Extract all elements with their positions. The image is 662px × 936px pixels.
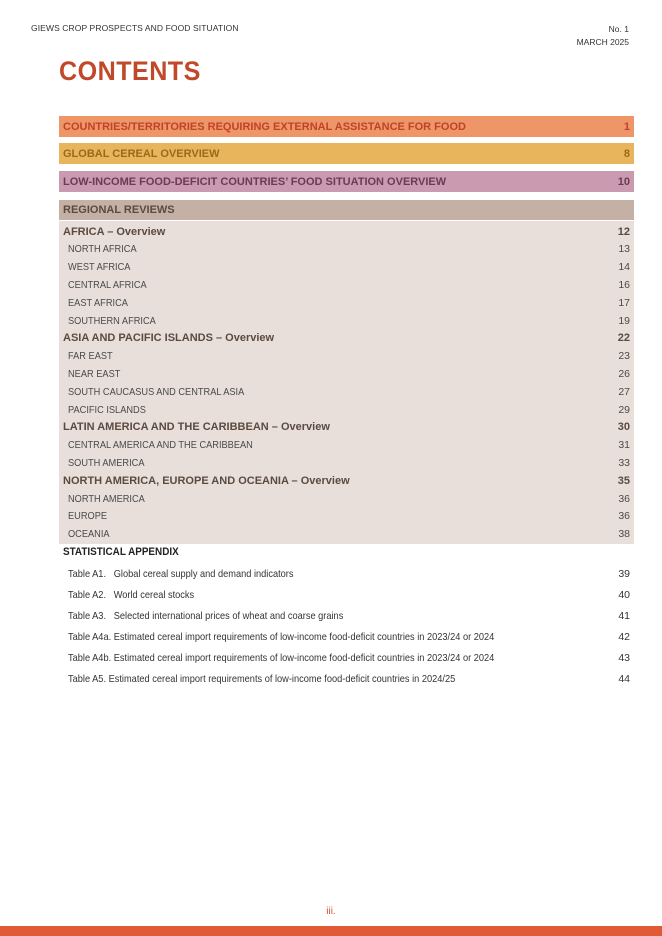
toc-entry-label: SOUTHERN AFRICA: [68, 314, 156, 327]
toc-entry-label: Table A4b. Estimated cereal import requirements of low-income food-deficit countries in 2023/24 or 2024: [68, 652, 495, 664]
toc-entry-page: 1: [623, 120, 630, 133]
toc-entry-label: NORTH AMERICA: [68, 492, 145, 505]
toc-entry-page: 19: [618, 314, 630, 327]
issue-number: No. 1: [608, 24, 629, 34]
toc-entry-label: Table A3. Selected international prices of wheat and coarse grains: [68, 610, 344, 622]
toc-entry-label: PACIFIC ISLANDS: [68, 403, 146, 416]
toc-entry-page: 14: [618, 261, 630, 274]
toc-entry-label: EUROPE: [68, 510, 108, 523]
toc-subregion[interactable]: [59, 383, 634, 400]
toc-entry-page: 10: [617, 175, 630, 188]
statistical-appendix-heading: STATISTICAL APPENDIX: [63, 546, 179, 558]
toc-entry-label: NEAR EAST: [68, 367, 121, 380]
toc-entry-label: FAR EAST: [68, 350, 113, 363]
publication-title: GIEWS CROP PROSPECTS AND FOOD SITUATION: [31, 23, 239, 33]
toc-region-overview[interactable]: [59, 223, 634, 240]
page-number: iii.: [326, 906, 336, 917]
toc-entry-label: Table A1. Global cereal supply and demand indicators: [68, 568, 294, 580]
toc-entry-page: 22: [617, 332, 630, 345]
toc-subregion[interactable]: [59, 241, 634, 258]
toc-entry-page: 35: [617, 474, 630, 487]
toc-subregion[interactable]: [59, 401, 634, 418]
toc-appendix-table[interactable]: [68, 650, 630, 666]
toc-subregion[interactable]: [59, 454, 634, 471]
toc-entry-page: 38: [618, 528, 630, 541]
toc-entry-page: 36: [618, 510, 630, 523]
toc-entry-page: 12: [617, 225, 630, 238]
toc-entry-label: OCEANIA: [68, 528, 110, 541]
toc-entry-page: 39: [618, 568, 630, 580]
toc-appendix-table[interactable]: [68, 671, 630, 687]
toc-entry-label: Table A5. Estimated cereal import requirements of low-income food-deficit countries in 2024/25: [68, 673, 456, 685]
toc-appendix-table[interactable]: [68, 629, 630, 645]
toc-appendix-table[interactable]: [68, 587, 630, 603]
toc-entry-label: WEST AFRICA: [68, 261, 131, 274]
toc-subregion[interactable]: [59, 294, 634, 311]
toc-subregion[interactable]: [59, 276, 634, 293]
toc-entry-page: 13: [618, 243, 630, 256]
toc-entry-global-cereal[interactable]: [59, 143, 634, 164]
toc-entry-page: 31: [618, 439, 630, 452]
toc-entry-page: 33: [618, 456, 630, 469]
toc-entry-label: COUNTRIES/TERRITORIES REQUIRING EXTERNAL ASSISTANCE FOR FOOD: [63, 120, 466, 133]
toc-entry-page: 16: [618, 278, 630, 291]
toc-entry-page: 17: [618, 296, 630, 309]
toc-subregion[interactable]: [59, 259, 634, 276]
toc-entry-label: GLOBAL CEREAL OVERVIEW: [63, 147, 220, 160]
toc-subregion[interactable]: [59, 526, 634, 543]
toc-entry-label: LOW-INCOME FOOD-DEFICIT COUNTRIES’ FOOD SITUATION OVERVIEW: [63, 175, 447, 188]
toc-entry-page: 43: [618, 652, 630, 664]
issue-date: MARCH 2025: [576, 37, 629, 47]
toc-entry-label: NORTH AFRICA: [68, 243, 137, 256]
toc-entry-page: 42: [618, 631, 630, 643]
toc-region-overview[interactable]: [59, 472, 634, 489]
footer-bar: [0, 926, 662, 936]
toc-entry-page: 41: [618, 610, 630, 622]
toc-entry-page: 8: [623, 147, 630, 160]
toc-subregion[interactable]: [59, 437, 634, 454]
toc-entry-page: 29: [618, 403, 630, 416]
toc-appendix-table[interactable]: [68, 608, 630, 624]
toc-entry-label: Table A4a. Estimated cereal import requirements of low-income food-deficit countries in 2023/24 or 2024: [68, 631, 495, 643]
toc-entry-lifdc[interactable]: [59, 171, 634, 192]
toc-entry-label: CENTRAL AMERICA AND THE CARIBBEAN: [68, 439, 253, 452]
page-title: CONTENTS: [59, 56, 201, 86]
regional-reviews-heading: REGIONAL REVIEWS: [59, 200, 634, 220]
toc-entry-page: 30: [617, 421, 630, 434]
toc-region-overview[interactable]: [59, 419, 634, 436]
toc-entry-label: Table A2. World cereal stocks: [68, 589, 195, 601]
toc-entry-label: ASIA AND PACIFIC ISLANDS – Overview: [63, 332, 275, 345]
toc-subregion[interactable]: [59, 312, 634, 329]
toc-entry-countries-assistance[interactable]: [59, 116, 634, 137]
issue-info: [577, 23, 629, 49]
toc-entry-label: LATIN AMERICA AND THE CARIBBEAN – Overview: [63, 421, 330, 434]
toc-entry-page: 40: [618, 589, 630, 601]
toc-subregion[interactable]: [59, 365, 634, 382]
toc-entry-page: 23: [618, 350, 630, 363]
toc-entry-label: CENTRAL AFRICA: [68, 278, 147, 291]
toc-region-overview[interactable]: [59, 330, 634, 347]
toc-entry-page: 36: [618, 492, 630, 505]
toc-subregion[interactable]: [59, 490, 634, 507]
toc-entry-page: 44: [618, 673, 630, 685]
toc-entry-page: 27: [618, 385, 630, 398]
toc-entry-label: SOUTH CAUCASUS AND CENTRAL ASIA: [68, 385, 245, 398]
toc-entry-page: 26: [618, 367, 630, 380]
toc-subregion[interactable]: [59, 508, 634, 525]
toc-entry-label: NORTH AMERICA, EUROPE AND OCEANIA – Overview: [63, 474, 350, 487]
toc-entry-label: AFRICA – Overview: [63, 225, 166, 238]
toc-subregion[interactable]: [59, 348, 634, 365]
toc-entry-label: EAST AFRICA: [68, 296, 128, 309]
toc-appendix-table[interactable]: [68, 566, 630, 582]
toc-entry-label: SOUTH AMERICA: [68, 456, 145, 469]
